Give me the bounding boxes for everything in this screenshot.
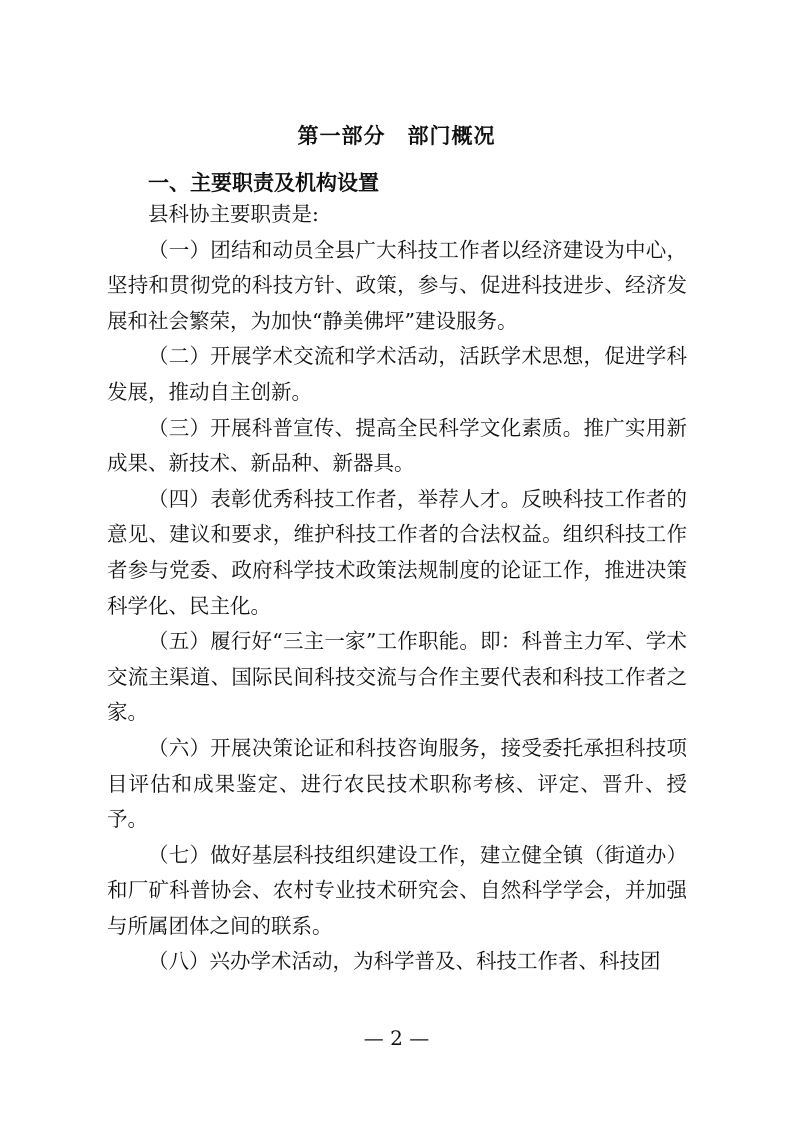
page-number: — 2 — [363, 1026, 430, 1050]
paragraph-intro: 县科协主要职责是: [148, 202, 319, 226]
section-heading: 一、主要职责及机构设置 [148, 171, 379, 195]
paragraph-duty-5: （五）履行好“三主一家”工作职能。即：科普主力军、学术交流主渠道、国际民间科技交流与合作主要代表和科技工作者之家。 [107, 629, 687, 725]
paragraph-duty-3: （三）开展科普宣传、提高全民科学文化素质。推广实用新成果、新技术、新品种、新器具。 [107, 415, 687, 476]
paragraph-duty-8: （八）兴办学术活动，为科学普及、科技工作者、科技团 [148, 949, 661, 974]
paragraph-duty-1: （一）团结和动员全县广大科技工作者以经济建设为中心，坚持和贯彻党的科技方针、政策，参与、促进科技进步、经济发展和社会繁荣，为加快“静美佛坪”建设服务。 [107, 237, 687, 333]
paragraph-duty-2: （二）开展学术交流和学术活动，活跃学术思想，促进学科发展，推动自主创新。 [107, 344, 687, 404]
paragraph-duty-7: （七）做好基层科技组织建设工作，建立健全镇（街道办）和厂矿科普协会、农村专业技术研究会、自然科学学会，并加强与所属团体之间的联系。 [107, 842, 687, 938]
paragraph-duty-6: （六）开展决策论证和科技咨询服务，接受委托承担科技项目评估和成果鉴定、进行农民技术职称考核、评定、晋升、授予。 [107, 735, 687, 832]
paragraph-duty-4: （四）表彰优秀科技工作者，举荐人才。反映科技工作者的意见、建议和要求，维护科技工作者的合法权益。组织科技工作者参与党委、政府科学技术政策法规制度的论证工作，推进决策科学化、民主化。 [107, 486, 687, 618]
page-title: 第一部分 部门概况 [297, 124, 496, 148]
document-body [107, 197, 687, 980]
